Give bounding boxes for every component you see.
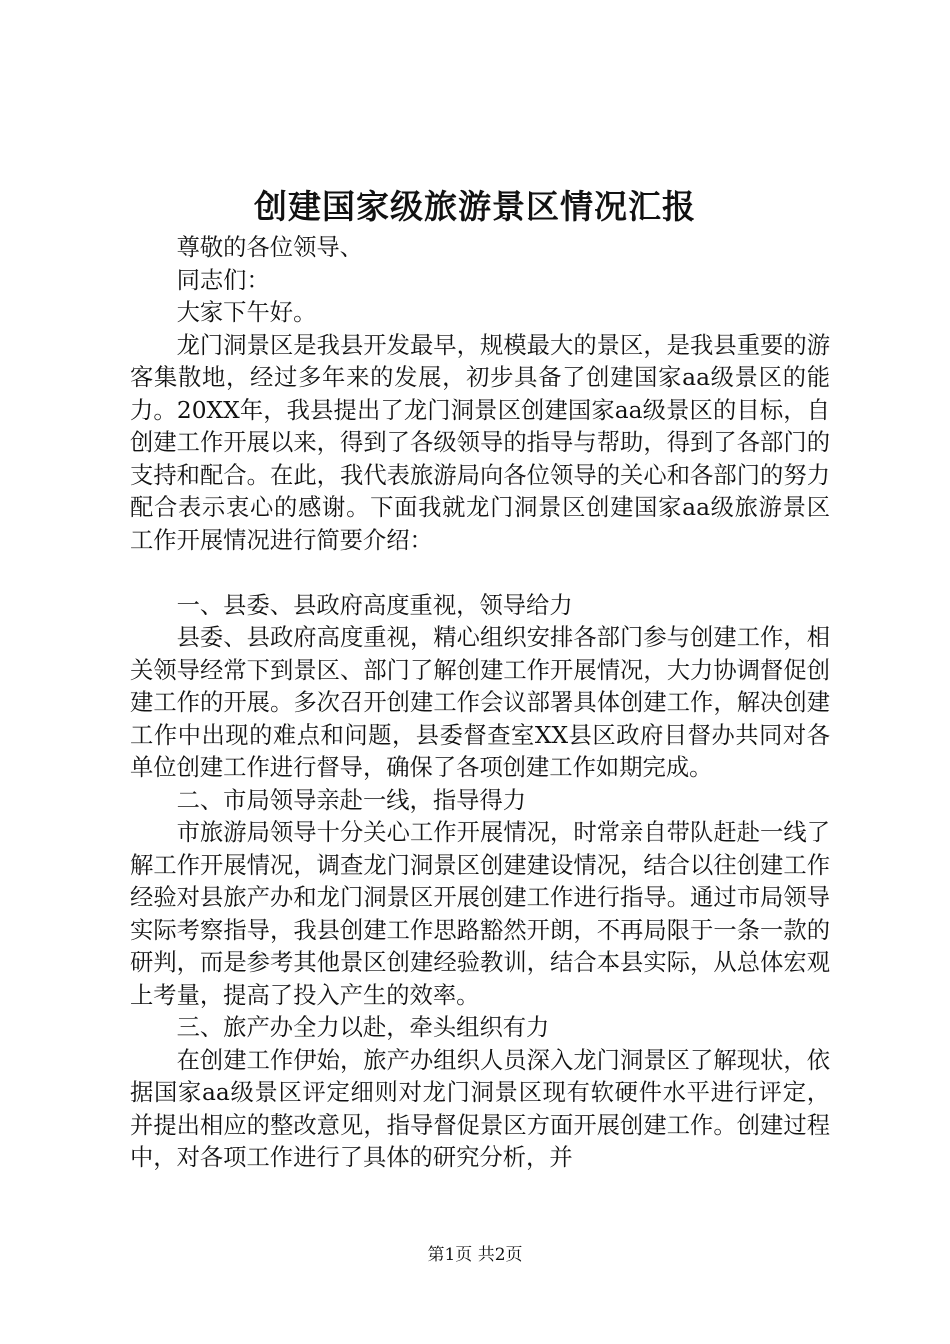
section-paragraph-3: 在创建工作伊始，旅产办组织人员深入龙门洞景区了解现状，依据国家aa级景区评定细则对龙门洞景区现有软硬件水平进行评定，并提出相应的整改意见，指导督促景区方面开展创建工作。创建过程中，对各项工作进行了具体的研究分析，并: [130, 1046, 830, 1171]
section-paragraph-1: 县委、县政府高度重视，精心组织安排各部门参与创建工作，相关领导经常下到景区、部门了解创建工作开展情况，大力协调督促创建工作的开展。多次召开创建工作会议部署具体创建工作，解决创建工作中出现的难点和问题，县委督查室XX县区政府目督办共同对各单位创建工作进行督导，确保了各项创建工作如期完成。: [130, 624, 830, 781]
section-heading-1: 一、县委、县政府高度重视，领导给力: [176, 591, 573, 619]
document-title: 创建国家级旅游景区情况汇报: [254, 187, 696, 226]
section-heading-3: 三、旅产办全力以赴，牵头组织有力: [176, 1014, 550, 1041]
section-paragraph-2: 市旅游局领导十分关心工作开展情况，时常亲自带队赶赴一线了解工作开展情况，调查龙门洞景区创建建设情况，结合以往创建工作经验对县旅产办和龙门洞景区开展创建工作进行指导。通过市局领导实际考察指导，我县创建工作思路豁然开朗，不再局限于一条一款的研判，而是参考其他景区创建经验教训，结合本县实际，从总体宏观上考量，提高了投入产生的效率。: [130, 819, 830, 1009]
greeting: 大家下午好。: [176, 299, 317, 326]
page-footer: 第1页 共2页: [427, 1245, 523, 1265]
intro-paragraph: 龙门洞景区是我县开发最早，规模最大的景区，是我县重要的游客集散地，经过多年来的发展，初步具备了创建国家aa级景区的能力。20XX年，我县提出了龙门洞景区创建国家aa级景区的目标，自创建工作开展以来，得到了各级领导的指导与帮助，得到了各部门的支持和配合。在此，我代表旅游局向各位领导的关心和各部门的努力配合表示衷心的感谢。下面我就龙门洞景区创建国家aa级旅游景区工作开展情况进行简要介绍：: [130, 331, 830, 554]
salutation-line-2: 同志们：: [176, 266, 270, 294]
section-heading-2: 二、市局领导亲赴一线，指导得力: [176, 786, 527, 814]
paragraph-gap: [130, 557, 830, 590]
document-body: [130, 232, 830, 1175]
salutation-line-1: 尊敬的各位领导、: [176, 234, 363, 261]
